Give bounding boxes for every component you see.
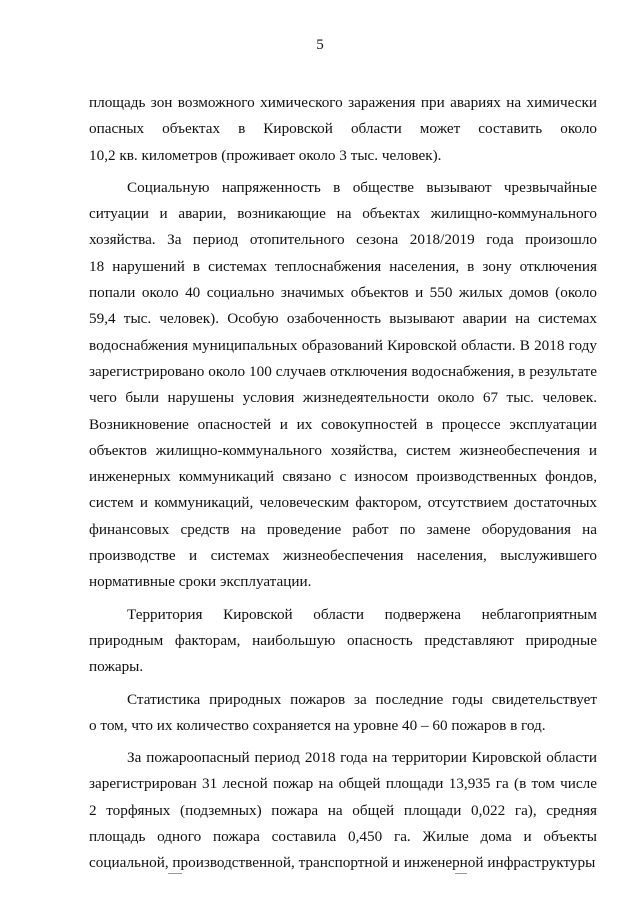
text-line: водоснабжения муниципальных образований Кировской области. В 2018 году: [89, 336, 597, 354]
text-line: объектов жилищно-коммунального хозяйства, систем жизнеобеспечения и: [89, 441, 597, 459]
footer-scan-mark-right: [455, 873, 467, 874]
page-number: 5: [316, 37, 324, 53]
text-line: 18 нарушений в системах теплоснабжения населения, в зону отключения: [89, 257, 597, 275]
text-line: хозяйства. За период отопительного сезона 2018/2019 года произошло: [89, 231, 597, 249]
text-line: площадь зон возможного химического заражения при авариях на химически: [89, 94, 597, 111]
text-line: финансовых средств на проведение работ по замене оборудования на: [89, 520, 597, 538]
text-line: Территория Кировской области подвержена неблагоприятным: [127, 605, 597, 623]
paragraph: [89, 175, 597, 596]
text-line: ситуации и аварии, возникающие на объектах жилищно-коммунального: [89, 205, 597, 223]
text-line: систем и коммуникаций, человеческим фактором, отсутствием достаточных: [89, 494, 597, 512]
text-line: Социальную напряженность в обществе вызывают чрезвычайные: [127, 178, 597, 196]
text-line: Статистика природных пожаров за последние годы свидетельствует: [127, 690, 597, 708]
text-line: производстве и системах жизнеобеспечения населения, выслужившего: [89, 547, 597, 565]
text-line: пожары.: [89, 658, 144, 676]
paragraph: [89, 602, 597, 681]
paragraph: [89, 745, 597, 876]
text-line: нормативные сроки эксплуатации.: [89, 573, 312, 591]
text-line: социальной, производственной, транспортной и инженерной инфраструктуры: [89, 854, 596, 872]
text-line: зарегистрировано около 100 случаев отключения водоснабжения, в результате: [89, 362, 597, 380]
text-line: За пожароопасный период 2018 года на территории Кировской области: [127, 749, 597, 767]
paragraph: [89, 687, 597, 740]
footer-scan-mark-left: [168, 873, 182, 874]
paragraph: [89, 90, 597, 169]
text-line: попали около 40 социально значимых объектов и 550 жилых домов (около: [89, 284, 597, 302]
document-body: [89, 90, 597, 883]
text-line: о том, что их количество сохраняется на уровне 40 – 60 пожаров в год.: [89, 716, 546, 734]
text-line: зарегистрирован 31 лесной пожар на общей площади 13,935 га (в том числе: [89, 775, 597, 793]
text-line: 10,2 кв. километров (проживает около 3 тыс. человек).: [89, 146, 442, 164]
text-line: инженерных коммуникаций связано с износом производственных фондов,: [89, 468, 597, 486]
text-line: чего были нарушены условия жизнедеятельности около 67 тыс. человек.: [89, 389, 597, 407]
text-line: опасных объектах в Кировской области может составить около: [89, 120, 597, 138]
text-line: площадь одного пожара составила 0,450 га. Жилые дома и объекты: [89, 828, 597, 846]
text-line: Возникновение опасностей и их совокупностей в процессе эксплуатации: [89, 415, 597, 433]
text-line: 59,4 тыс. человек). Особую озабоченность вызывают аварии на системах: [89, 310, 597, 328]
text-line: 2 торфяных (подземных) пожара на общей площади 0,022 га), средняя: [89, 801, 597, 819]
text-line: природным факторам, наибольшую опасность представляют природные: [89, 631, 597, 649]
